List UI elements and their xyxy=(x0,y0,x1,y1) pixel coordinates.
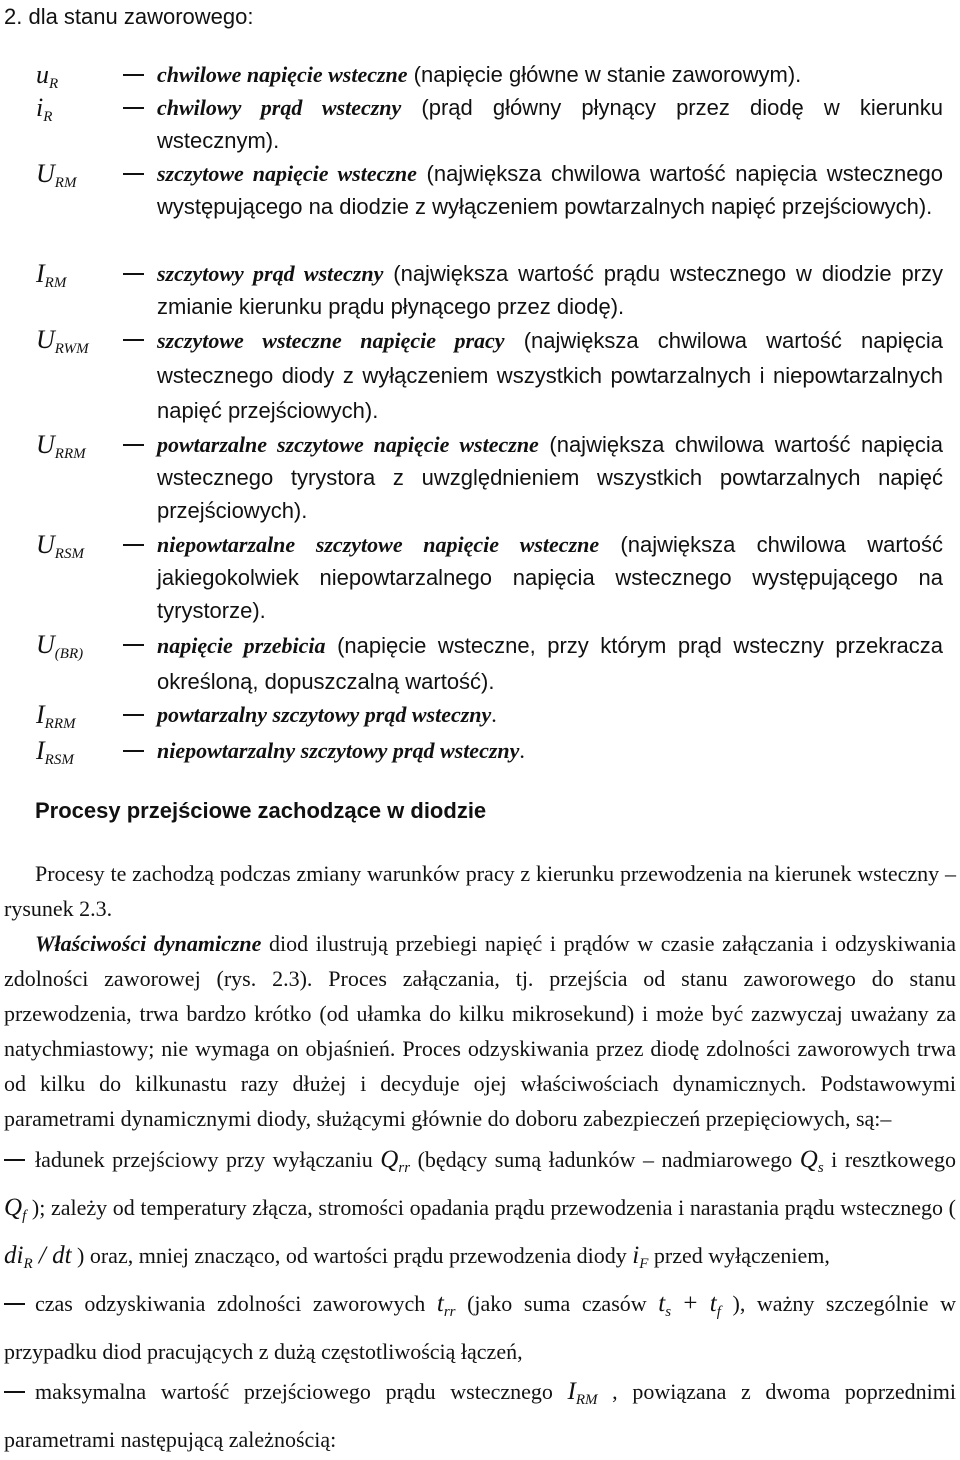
definition-item xyxy=(0,428,960,528)
symbol: $U_{(BR)}$ xyxy=(36,630,84,662)
paragraph: Właściwości dynamiczne diod ilustrują przebiegi napięć i prądów w czasie załączania i odzyskiwania zdolności zaworowej (rys. 2.3). Proces załączania, tj. przejścia od stanu zaworowego do stanu przewodzenia, trwa bardzo krótko (od ułamka do kilku mikrosekund) i może być zazwyczaj uważany za natychmiastowy; nie wymaga on objaśnień. Proces odzyskiwania przez diodę zdolności zaworowych trwa od kilku do kilkunastu razy dłużej i decyduje ojej właściwościach dynamicznych. Podstawowymi parametrami dynamicznymi diody, służącymi głównie do doboru zabezpieczeń przepięciowych, są:– xyxy=(4,931,956,1131)
dash xyxy=(123,74,144,76)
definition-text: szczytowe napięcie wsteczne (największa chwilowa wartość napięcia wstecznego występującego na diodzie z wyłączeniem powtarzalnych napięć przejściowych). xyxy=(157,161,943,219)
list-item: czas odzyskiwania zdolności zaworowych $t_{rr}$ (jako suma czasów $t_s + t_f$ ), ważny szczególnie w przypadku diod pracujących z dużą częstotliwością łączeń, xyxy=(4,1290,956,1364)
section-heading: 2. dla stanu zaworowego: xyxy=(4,4,254,29)
definition-text: szczytowe wsteczne napięcie pracy (największa chwilowa wartość napięcia wstecznego diody z wyłączeniem wszystkich powtarzalnych i niepowtarzalnych napięć przejściowych). xyxy=(157,328,943,423)
definition-item xyxy=(0,734,960,770)
definition-item xyxy=(0,323,960,428)
symbol: $U_{RRM}$ xyxy=(36,430,86,462)
symbol: $I_{RSM}$ xyxy=(36,736,74,768)
definition-item xyxy=(0,58,960,91)
definition-item xyxy=(0,157,960,257)
definition-item xyxy=(0,528,960,628)
list-item: ładunek przejściowy przy wyłączaniu $Q_{rr}$ (będący sumą ładunków – nadmiarowego $Q_s$ i resztkowego $Q_f$ ); zależy od temperatury złącza, stromości opadania prądu przewodzenia i narastania prądu wstecznego ( $di_R$ / dt ) oraz, mniej znacząco, od wartości prądu przewodzenia diody $i_F$ przed wyłączeniem, xyxy=(4,1146,956,1272)
dash xyxy=(123,644,144,646)
dash xyxy=(4,1391,25,1393)
body-text xyxy=(4,856,956,1460)
section-title: Procesy przejściowe zachodzące w diodzie xyxy=(35,798,487,823)
definition-item xyxy=(0,698,960,734)
dash xyxy=(123,273,144,275)
dash xyxy=(4,1159,25,1161)
definition-text: chwilowe napięcie wsteczne (napięcie główne w stanie zaworowym). xyxy=(157,62,802,87)
definition-item xyxy=(0,257,960,323)
definition-item xyxy=(0,91,960,157)
definition-item xyxy=(0,628,960,698)
dash xyxy=(123,339,144,341)
definitions-list xyxy=(0,58,960,770)
symbol: $i_R$ xyxy=(36,93,53,125)
definition-text: niepowtarzalny szczytowy prąd wsteczny. xyxy=(157,738,525,763)
definition-text: napięcie przebicia (napięcie wsteczne, przy którym prąd wsteczny przekracza określoną, dopuszczalną wartość). xyxy=(157,633,943,694)
dash xyxy=(123,107,144,109)
symbol: $I_{RM}$ xyxy=(36,259,67,291)
paragraph: Procesy te zachodzą podczas zmiany warunków pracy z kierunku przewodzenia na kierunek wsteczny – rysunek 2.3. xyxy=(4,861,956,921)
definition-text: chwilowy prąd wsteczny (prąd główny płynący przez diodę w kierunku wstecznym). xyxy=(157,95,944,153)
definition-text: powtarzalny szczytowy prąd wsteczny. xyxy=(157,702,497,727)
dash xyxy=(123,750,144,752)
dash xyxy=(123,444,144,446)
symbol: $u_R$ xyxy=(36,60,59,92)
dash xyxy=(123,544,144,546)
dash xyxy=(123,173,144,175)
dash xyxy=(123,714,144,716)
list-item: maksymalna wartość przejściowego prądu wstecznego $I_{RM}$ , powiązana z dwoma poprzednimi parametrami następującą zależnością: xyxy=(4,1378,956,1452)
definition-text: szczytowy prąd wsteczny (największa wartość prądu wstecznego w diodzie przy zmianie kierunku prądu płynącego przez diodę). xyxy=(157,261,944,319)
symbol: $U_{RWM}$ xyxy=(36,325,89,357)
symbol: $U_{RM}$ xyxy=(36,159,77,191)
symbol: $I_{RRM}$ xyxy=(36,700,76,732)
dash xyxy=(4,1303,25,1305)
symbol: $U_{RSM}$ xyxy=(36,530,84,562)
definition-text: powtarzalne szczytowe napięcie wsteczne (największa chwilowa wartość napięcia wstecznego tyrystora z uwzględnieniem wszystkich powtarzalnych napięć przejściowych). xyxy=(157,432,943,523)
definition-text: niepowtarzalne szczytowe napięcie wsteczne (największa chwilowa wartość jakiegokolwiek niepowtarzalnego napięcia wstecznego występującego na tyrystorze). xyxy=(157,532,944,623)
